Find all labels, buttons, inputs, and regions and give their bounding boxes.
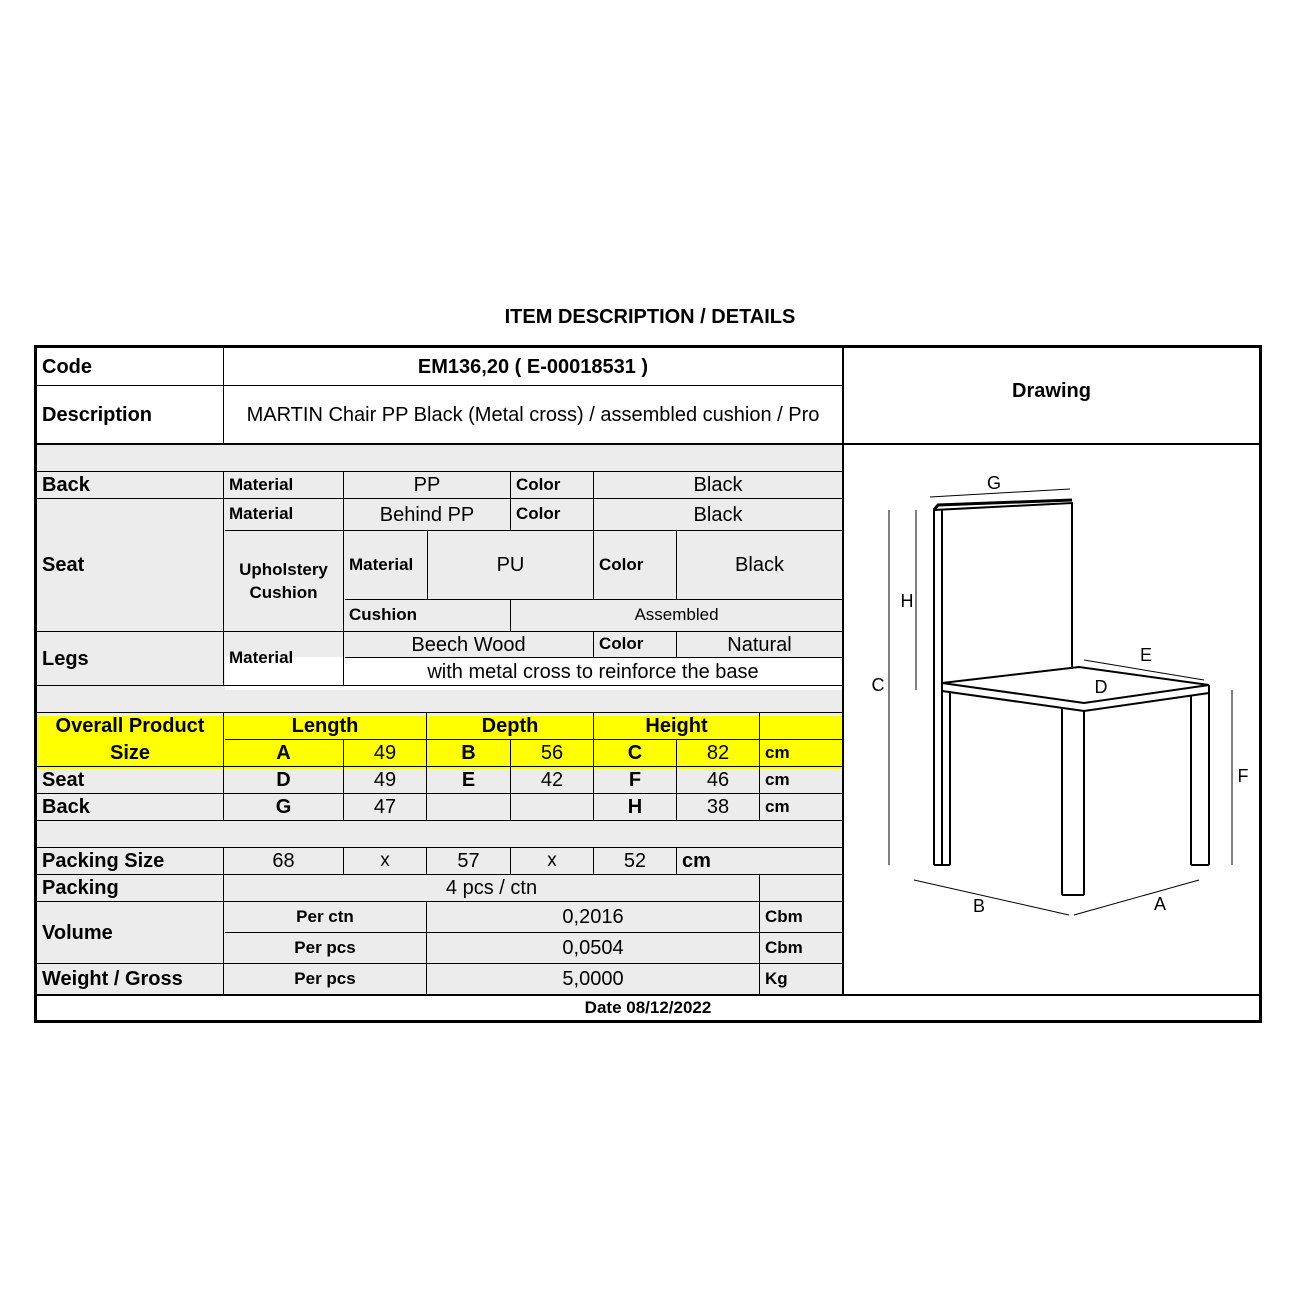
seat-length-value: 49 bbox=[373, 769, 397, 791]
overall-unit: cm bbox=[765, 742, 790, 762]
seat-color-label: Color bbox=[516, 504, 561, 524]
packing-size-x1: x bbox=[380, 849, 390, 871]
seat-length-code: D bbox=[276, 769, 291, 791]
dim-label-f: F bbox=[1237, 766, 1249, 786]
depth-header: Depth bbox=[481, 715, 539, 737]
legs-note: with metal cross to reinforce the base bbox=[427, 660, 759, 683]
back-label: Back bbox=[42, 474, 90, 496]
seat-edge bbox=[942, 683, 1209, 711]
packing-size-height: 52 bbox=[623, 850, 647, 872]
weight-per-pcs-label: Per pcs bbox=[294, 968, 356, 988]
description-label: Description bbox=[42, 403, 153, 426]
packing-size-x2: x bbox=[547, 849, 557, 871]
seat-color-value: Black bbox=[693, 503, 743, 526]
date: Date 08/12/2022 bbox=[584, 997, 712, 1017]
overall-size-label: Overall Product Size bbox=[55, 714, 205, 764]
back-height-value: 38 bbox=[706, 796, 730, 818]
packing-size-unit: cm bbox=[682, 850, 711, 872]
backrest-outline bbox=[934, 503, 1072, 665]
chair-drawing bbox=[844, 445, 1259, 994]
packing-value: 4 pcs / ctn bbox=[445, 877, 538, 899]
seat-depth-value: 42 bbox=[540, 769, 564, 791]
seat-label: Seat bbox=[42, 554, 85, 576]
back-unit: cm bbox=[765, 796, 790, 816]
upholstery-color-label: Color bbox=[599, 554, 644, 574]
cushion-value: Assembled bbox=[634, 605, 719, 625]
overall-height-code: C bbox=[627, 742, 643, 764]
cushion-label: Cushion bbox=[349, 605, 417, 625]
back-material-label: Material bbox=[229, 474, 294, 494]
dim-label-g: G bbox=[986, 473, 1002, 493]
dim-label-c: C bbox=[871, 675, 885, 695]
volume-per-pcs-value: 0,0504 bbox=[562, 937, 624, 959]
legs-material-label: Material bbox=[229, 648, 294, 668]
seat-material-label: Material bbox=[229, 504, 294, 524]
seat-depth-code: E bbox=[461, 769, 476, 791]
back-size-label: Back bbox=[42, 796, 90, 818]
chair-line-drawing bbox=[844, 445, 1259, 994]
volume-per-ctn-unit: Cbm bbox=[765, 906, 803, 926]
upholstery-cushion-label: Upholstery Cushion bbox=[239, 560, 328, 602]
packing-size-width: 57 bbox=[457, 850, 480, 872]
volume-per-ctn-value: 0,2016 bbox=[562, 906, 624, 928]
dim-label-h: H bbox=[900, 591, 914, 611]
packing-size-label: Packing Size bbox=[42, 850, 165, 872]
volume-label: Volume bbox=[42, 921, 113, 944]
legs-material-value: Beech Wood bbox=[411, 633, 526, 656]
code-label: Code bbox=[42, 355, 92, 378]
drawing-label: Drawing bbox=[1012, 379, 1091, 402]
code-value: EM136,20 ( E-00018531 ) bbox=[417, 355, 649, 378]
legs-color-value: Natural bbox=[727, 633, 792, 656]
height-header: Height bbox=[645, 715, 708, 737]
page-title: ITEM DESCRIPTION / DETAILS bbox=[504, 306, 796, 328]
seat-material-value: Behind PP bbox=[379, 503, 475, 526]
upholstery-color-value: Black bbox=[735, 554, 784, 576]
blank-row bbox=[37, 445, 842, 471]
overall-length-code: A bbox=[276, 742, 291, 764]
back-color-value: Black bbox=[693, 474, 743, 496]
back-height-code: H bbox=[627, 796, 643, 818]
legs-color-label: Color bbox=[599, 634, 644, 654]
dim-label-e: E bbox=[1139, 645, 1153, 665]
legs-label: Legs bbox=[42, 647, 89, 670]
length-header: Length bbox=[291, 715, 359, 737]
dim-label-b: B bbox=[972, 896, 986, 916]
volume-per-pcs-unit: Cbm bbox=[765, 937, 803, 957]
weight-unit: Kg bbox=[765, 968, 788, 988]
weight-label: Weight / Gross bbox=[42, 968, 183, 990]
seat-unit: cm bbox=[765, 769, 790, 789]
upholstery-material-value: PU bbox=[496, 554, 525, 576]
overall-depth-code: B bbox=[461, 742, 476, 764]
upholstery-material-label: Material bbox=[349, 554, 414, 574]
blank-row bbox=[37, 823, 842, 850]
weight-value: 5,0000 bbox=[562, 968, 624, 990]
dim-label-d: D bbox=[1094, 677, 1108, 697]
overall-length-value: 49 bbox=[373, 742, 397, 764]
overall-height-value: 82 bbox=[706, 742, 730, 764]
back-length-value: 47 bbox=[373, 796, 397, 818]
back-length-code: G bbox=[275, 796, 292, 818]
overall-depth-value: 56 bbox=[540, 742, 564, 764]
dim-label-a: A bbox=[1153, 894, 1167, 914]
spec-sheet bbox=[34, 345, 1262, 1023]
packing-size-length: 68 bbox=[272, 850, 295, 872]
volume-per-ctn-label: Per ctn bbox=[296, 906, 354, 926]
seat-height-value: 46 bbox=[706, 769, 730, 791]
back-color-label: Color bbox=[516, 474, 561, 494]
description-value: MARTIN Chair PP Black (Metal cross) / assembled cushion / Pro bbox=[246, 403, 820, 426]
volume-per-pcs-label: Per pcs bbox=[294, 937, 356, 957]
seat-size-label: Seat bbox=[42, 769, 85, 791]
packing-label: Packing bbox=[42, 877, 119, 899]
back-material-value: PP bbox=[413, 474, 441, 496]
seat-height-code: F bbox=[628, 769, 642, 791]
